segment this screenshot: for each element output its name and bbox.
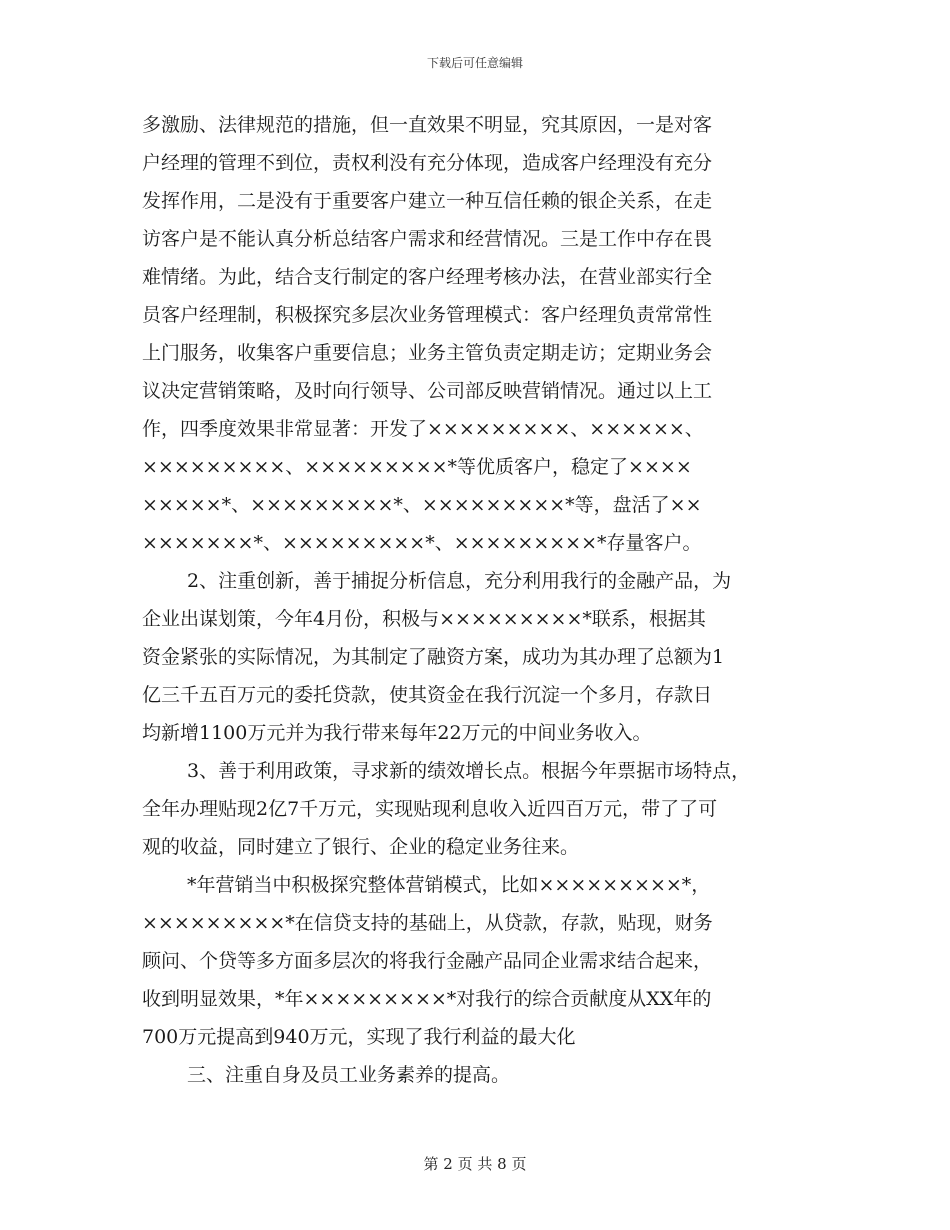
text-line: 户经理的管理不到位，责权利没有充分体现，造成客户经理没有充分	[142, 152, 713, 174]
text-line: ×××××××××、×××××××××*等优质客户，稳定了××××	[142, 456, 692, 478]
paragraph-4-first-line: *年营销当中积极探究整体营销模式，比如×××××××××*，	[187, 874, 711, 896]
text-line: 企业出谋划策，今年4月份，积极与×××××××××*联系，根据其	[142, 608, 706, 630]
text-line: 作，四季度效果非常显著：开发了×××××××××、××××××、	[142, 418, 704, 440]
text-line: 资金紧张的实际情况，为其制定了融资方案，成功为其办理了总额为1	[142, 646, 725, 668]
text-line: 难情绪。为此，结合支行制定的客户经理考核办法，在营业部实行全	[142, 266, 713, 288]
text-line: 访客户是不能认真分析总结客户需求和经营情况。三是工作中存在畏	[142, 228, 713, 250]
paragraph-2-first-line: 2、注重创新，善于捕捉分析信息，充分利用我行的金融产品，为	[187, 570, 732, 592]
text-line: ×××××××*、×××××××××*、×××××××××*存量客户。	[142, 532, 702, 554]
text-line: 多激励、法律规范的措施，但一直效果不明显，究其原因，一是对客	[142, 114, 713, 136]
text-line: 全年办理贴现2亿7千万元，实现贴现利息收入近四百万元，带了了可	[142, 798, 718, 820]
section-heading: 三、注重自身及员工业务素养的提高。	[187, 1064, 511, 1086]
text-line: ×××××××××*在信贷支持的基础上，从贷款，存款，贴现，财务	[142, 912, 713, 934]
text-line: 均新增1100万元并为我行带来每年22万元的中间业务收入。	[142, 722, 652, 744]
text-line: 顾问、个贷等多方面多层次的将我行金融产品同企业需求结合起来，	[142, 950, 713, 972]
text-line: 上门服务，收集客户重要信息；业务主管负责定期走访；定期业务会	[142, 342, 713, 364]
text-line: 观的收益，同时建立了银行、企业的稳定业务往来。	[142, 836, 580, 858]
page-header-note: 下载后可任意编辑	[426, 56, 523, 70]
text-line: 员客户经理制，积极探究多层次业务管理模式：客户经理负责常常性	[142, 304, 713, 326]
text-line: 发挥作用，二是没有于重要客户建立一种互信任赖的银企关系，在走	[142, 190, 713, 212]
text-line: 收到明显效果，*年×××××××××*对我行的综合贡献度从XX年的	[142, 988, 712, 1010]
text-line: 700万元提高到940万元，实现了我行利益的最大化	[142, 1026, 576, 1048]
page-number-footer: 第 2 页 共 8 页	[423, 1155, 527, 1173]
text-line: 亿三千五百万元的委托贷款，使其资金在我行沉淀一个多月，存款日	[142, 684, 713, 706]
text-line: ×××××*、×××××××××*、×××××××××*等，盘活了××	[142, 494, 702, 516]
paragraph-3-first-line: 3、善于利用政策，寻求新的绩效增长点。根据今年票据市场特点，	[187, 760, 751, 782]
document-body	[142, 106, 832, 1094]
text-line: 议决定营销策略，及时向行领导、公司部反映营销情况。通过以上工	[142, 380, 713, 402]
